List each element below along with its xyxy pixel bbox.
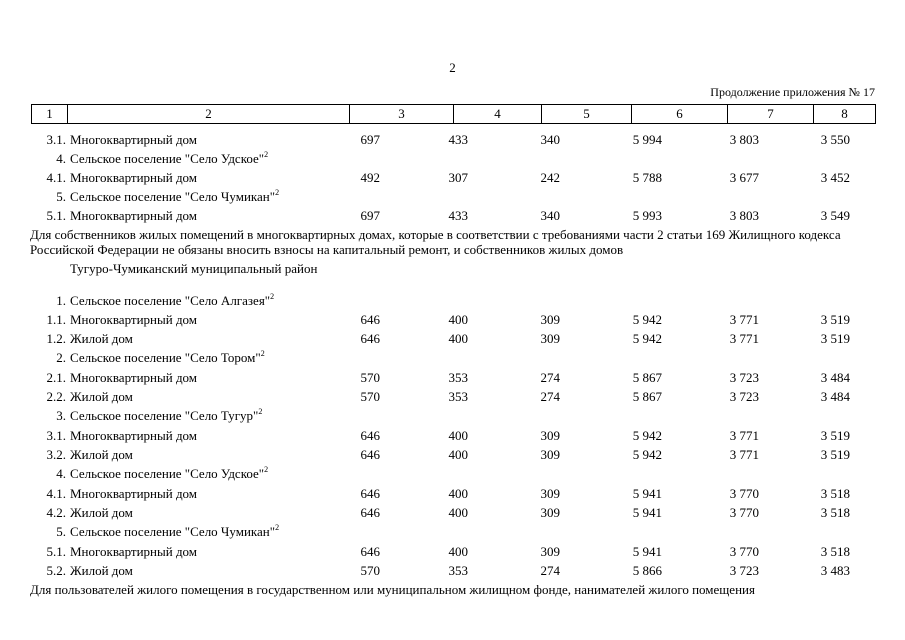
row-name-text: Многоквартирный дом (70, 208, 198, 223)
row-name-text: Многоквартирный дом (70, 428, 198, 443)
header-cell: 5 (542, 105, 632, 124)
value-cell-v7: 3 770 (729, 544, 759, 559)
value-cell-v3: 646 (360, 428, 380, 443)
table-row (0, 169, 905, 187)
header-cell: 7 (728, 105, 814, 124)
table-row (0, 504, 905, 522)
value-cell-v3: 570 (360, 370, 380, 385)
value-cell-v6: 5 941 (632, 505, 662, 520)
value-cell-v7: 3 771 (729, 331, 759, 346)
row-name (70, 169, 197, 187)
table-row (0, 207, 905, 225)
value-cell-v8: 3 550 (820, 132, 850, 147)
value-cell-v7: 3 770 (729, 505, 759, 520)
value-cell-v4: 400 (448, 428, 468, 443)
value-cell-v6: 5 866 (632, 563, 662, 578)
value-cell-v4: 400 (448, 331, 468, 346)
table-row (0, 485, 905, 503)
table-row (0, 311, 905, 329)
footnote-marker: 2 (260, 349, 265, 358)
value-cell-v7: 3 723 (729, 563, 759, 578)
row-name-text: Многоквартирный дом (70, 132, 198, 147)
value-cell-v5: 309 (540, 312, 560, 327)
page-number: 2 (449, 60, 456, 75)
value-cell-v5: 242 (540, 170, 560, 185)
table-row (0, 388, 905, 406)
row-name-text: Многоквартирный дом (70, 170, 198, 185)
value-cell-v8: 3 519 (820, 428, 850, 443)
section-row (0, 349, 905, 367)
value-cell-v7: 3 803 (729, 208, 759, 223)
table-row (0, 131, 905, 149)
value-cell-v4: 353 (448, 563, 468, 578)
row-name-text: Многоквартирный дом (70, 486, 198, 501)
header-cell: 3 (350, 105, 454, 124)
value-cell-v8: 3 518 (820, 544, 850, 559)
row-name (70, 465, 268, 483)
note-users: Для пользователей жилого помещения в государственном или муниципальном жилищном фонде, нанимателей жилого помещения (30, 582, 755, 597)
footnote-marker: 2 (258, 407, 263, 416)
value-cell-v7: 3 771 (729, 428, 759, 443)
value-cell-v5: 309 (540, 331, 560, 346)
value-cell-v5: 274 (540, 389, 560, 404)
value-cell-v4: 400 (448, 312, 468, 327)
row-name-text: Жилой дом (70, 505, 133, 520)
row-name-text: Сельское поселение "Село Алгазея" (70, 293, 271, 308)
row-name (70, 407, 262, 425)
value-cell-v4: 400 (448, 505, 468, 520)
row-name-text: Жилой дом (70, 563, 133, 578)
row-name (70, 562, 133, 580)
header-cell: 6 (632, 105, 728, 124)
section-row (0, 465, 905, 483)
value-cell-v4: 307 (448, 170, 468, 185)
row-number: 1.1. (46, 312, 66, 327)
section-row (0, 292, 905, 310)
value-cell-v6: 5 867 (632, 389, 662, 404)
row-number: 4. (56, 466, 66, 481)
value-cell-v7: 3 770 (729, 486, 759, 501)
table-row (0, 369, 905, 387)
row-name (70, 207, 197, 225)
row-name (70, 131, 197, 149)
row-name (70, 485, 197, 503)
row-name (70, 543, 197, 561)
row-number: 2. (56, 350, 66, 365)
section-row (0, 523, 905, 541)
value-cell-v4: 433 (448, 132, 468, 147)
value-cell-v3: 646 (360, 505, 380, 520)
value-cell-v3: 570 (360, 389, 380, 404)
header-cell: 2 (68, 105, 350, 124)
value-cell-v6: 5 942 (632, 428, 662, 443)
row-number: 4. (56, 151, 66, 166)
value-cell-v5: 340 (540, 208, 560, 223)
value-cell-v4: 400 (448, 447, 468, 462)
row-number: 3.1. (46, 132, 66, 147)
value-cell-v6: 5 941 (632, 544, 662, 559)
value-cell-v8: 3 452 (820, 170, 850, 185)
row-name-text: Многоквартирный дом (70, 544, 198, 559)
row-name-text: Сельское поселение "Село Тугур" (70, 408, 259, 423)
value-cell-v7: 3 723 (729, 389, 759, 404)
value-cell-v7: 3 771 (729, 312, 759, 327)
table-row (0, 427, 905, 445)
value-cell-v4: 353 (448, 370, 468, 385)
value-cell-v8: 3 549 (820, 208, 850, 223)
footnote-marker: 2 (264, 465, 269, 474)
value-cell-v6: 5 942 (632, 331, 662, 346)
value-cell-v6: 5 942 (632, 312, 662, 327)
value-cell-v7: 3 723 (729, 370, 759, 385)
value-cell-v6: 5 994 (632, 132, 662, 147)
value-cell-v4: 353 (448, 389, 468, 404)
value-cell-v8: 3 519 (820, 312, 850, 327)
row-number: 3. (56, 408, 66, 423)
value-cell-v7: 3 771 (729, 447, 759, 462)
row-number: 4.1. (46, 486, 66, 501)
row-number: 2.2. (46, 389, 66, 404)
row-name (70, 427, 197, 445)
row-name-text: Жилой дом (70, 389, 133, 404)
row-number: 5.2. (46, 563, 66, 578)
section-row (0, 188, 905, 206)
value-cell-v5: 309 (540, 544, 560, 559)
row-number: 2.1. (46, 370, 66, 385)
row-number: 3.2. (46, 447, 66, 462)
row-number: 4.1. (46, 170, 66, 185)
footnote-marker: 2 (270, 292, 275, 301)
value-cell-v8: 3 484 (820, 389, 850, 404)
note-owners: Для собственников жилых помещений в многоквартирных домах, которые в соответствии с требованиями части 2 статьи 169 Жилищного кодекса Российской Федерации не обязаны вносить взносы на капитальный ремонт, и собственников жилых домов (30, 227, 841, 257)
value-cell-v3: 646 (360, 312, 380, 327)
row-name (70, 349, 265, 367)
header-cell: 4 (454, 105, 542, 124)
value-cell-v7: 3 677 (729, 170, 759, 185)
value-cell-v3: 492 (360, 170, 380, 185)
row-name-text: Жилой дом (70, 447, 133, 462)
row-name-text: Сельское поселение "Село Удское" (70, 151, 265, 166)
value-cell-v3: 646 (360, 486, 380, 501)
table-row (0, 446, 905, 464)
value-cell-v3: 697 (360, 208, 380, 223)
value-cell-v5: 340 (540, 132, 560, 147)
row-name-text: Сельское поселение "Село Тором" (70, 350, 261, 365)
table-row (0, 543, 905, 561)
value-cell-v6: 5 993 (632, 208, 662, 223)
row-number: 5. (56, 189, 66, 204)
row-name (70, 188, 279, 206)
value-cell-v4: 433 (448, 208, 468, 223)
footnote-marker: 2 (264, 150, 269, 159)
row-name (70, 446, 133, 464)
row-number: 1.2. (46, 331, 66, 346)
value-cell-v3: 697 (360, 132, 380, 147)
row-name (70, 330, 133, 348)
row-number: 4.2. (46, 505, 66, 520)
value-cell-v5: 309 (540, 428, 560, 443)
value-cell-v8: 3 483 (820, 563, 850, 578)
row-name-text: Многоквартирный дом (70, 312, 198, 327)
row-name (70, 311, 197, 329)
value-cell-v3: 646 (360, 447, 380, 462)
value-cell-v3: 646 (360, 544, 380, 559)
row-name (70, 523, 279, 541)
row-name (70, 150, 268, 168)
row-name-text: Многоквартирный дом (70, 370, 198, 385)
value-cell-v4: 400 (448, 486, 468, 501)
continuation-label: Продолжение приложения № 17 (710, 85, 875, 99)
section-row (0, 407, 905, 425)
row-name (70, 292, 274, 310)
row-name (70, 369, 197, 387)
table-row (0, 330, 905, 348)
footnote-marker: 2 (275, 188, 280, 197)
row-name-text: Сельское поселение "Село Чумикан" (70, 189, 276, 204)
value-cell-v3: 570 (360, 563, 380, 578)
value-cell-v5: 274 (540, 563, 560, 578)
header-cell: 1 (32, 105, 68, 124)
row-number: 1. (56, 293, 66, 308)
header-cell: 8 (814, 105, 876, 124)
value-cell-v4: 400 (448, 544, 468, 559)
value-cell-v5: 309 (540, 505, 560, 520)
value-cell-v6: 5 942 (632, 447, 662, 462)
value-cell-v5: 274 (540, 370, 560, 385)
value-cell-v7: 3 803 (729, 132, 759, 147)
row-number: 3.1. (46, 428, 66, 443)
row-name (70, 388, 133, 406)
row-name-text: Жилой дом (70, 331, 133, 346)
value-cell-v6: 5 867 (632, 370, 662, 385)
row-name-text: Сельское поселение "Село Чумикан" (70, 524, 276, 539)
value-cell-v3: 646 (360, 331, 380, 346)
row-number: 5.1. (46, 208, 66, 223)
table-row (0, 562, 905, 580)
row-name (70, 504, 133, 522)
row-number: 5.1. (46, 544, 66, 559)
value-cell-v6: 5 941 (632, 486, 662, 501)
value-cell-v5: 309 (540, 486, 560, 501)
value-cell-v8: 3 484 (820, 370, 850, 385)
value-cell-v8: 3 518 (820, 486, 850, 501)
value-cell-v5: 309 (540, 447, 560, 462)
section-row (0, 150, 905, 168)
value-cell-v8: 3 518 (820, 505, 850, 520)
municipality-heading: Тугуро-Чумиканский муниципальный район (70, 261, 318, 276)
footnote-marker: 2 (275, 523, 280, 532)
value-cell-v6: 5 788 (632, 170, 662, 185)
value-cell-v8: 3 519 (820, 331, 850, 346)
row-name-text: Сельское поселение "Село Удское" (70, 466, 265, 481)
value-cell-v8: 3 519 (820, 447, 850, 462)
row-number: 5. (56, 524, 66, 539)
